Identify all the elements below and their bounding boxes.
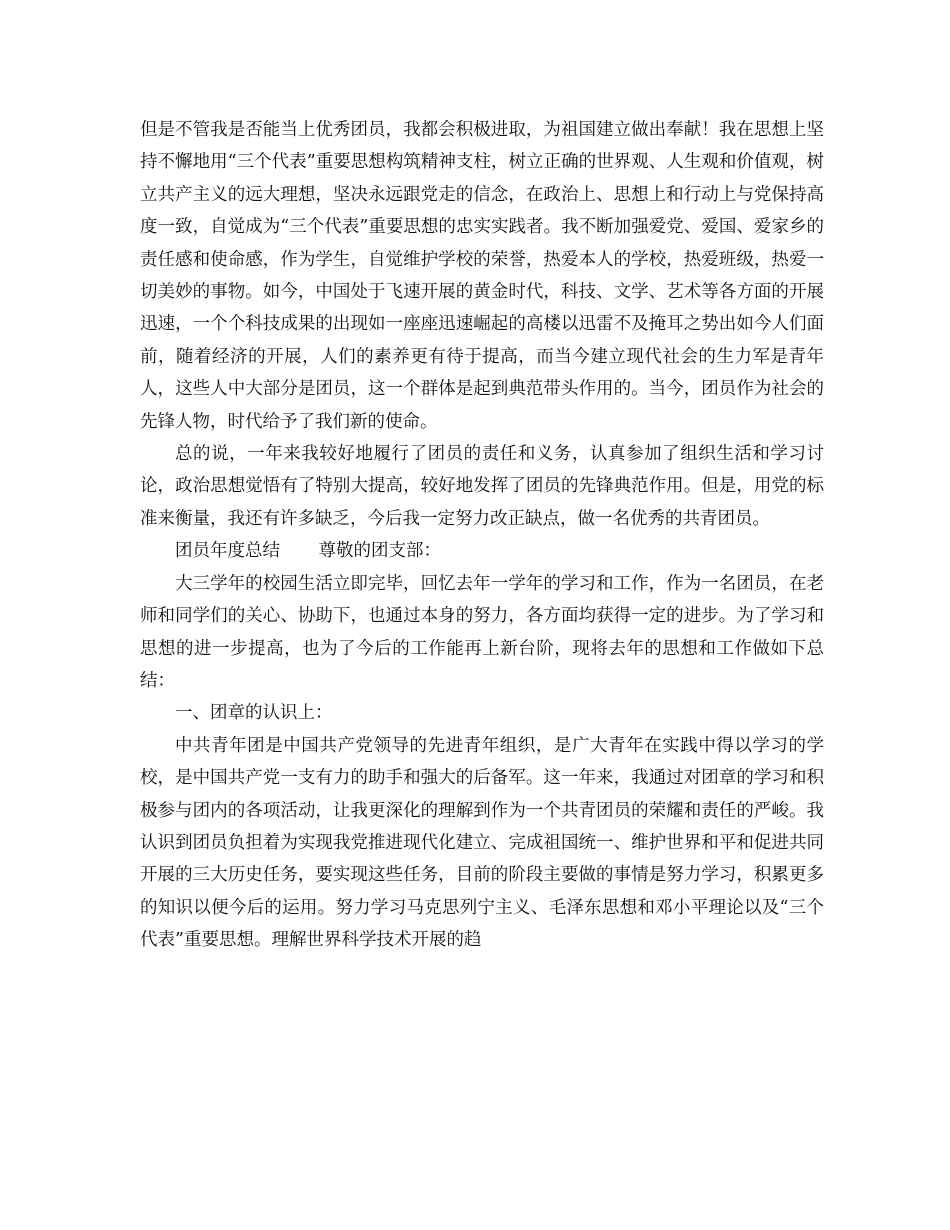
document-page — [140, 114, 824, 957]
section-heading-line — [140, 535, 824, 567]
heading-salutation: 尊敬的团支部： — [318, 541, 441, 562]
heading-title: 团员年度总结 — [175, 541, 280, 562]
paragraph-5: 一、团章的认识上： — [175, 703, 333, 724]
paragraph-1: 但是不管我是否能当上优秀团员，我都会积极进取，为祖国建立做出奉献！我在思想上坚持不懈地用“三个代表”重要思想构筑精神支柱，树立正确的世界观、人生观和价值观，树立共产主义的远大理想，坚决永远跟党走的信念，在政治上、思想上和行动上与党保持高度一致，自觉成为“三个代表”重要思想的忠实实践者。我不断加强爱党、爱国、爱家乡的责任感和使命感，作为学生，自觉维护学校的荣誉，热爱本人的学校，热爱班级，热爱一切美妙的事物。如今，中国处于飞速开展的黄金时代，科技、文学、艺术等各方面的开展迅速，一个个科技成果的出现如一座座迅速崛起的高楼以迅雷不及掩耳之势出如今人们面前，随着经济的开展，人们的素养更有待于提高，而当今建立现代社会的生力军是青年人，这些人中大部分是团员，这一个群体是起到典范带头作用的。当今，团员作为社会的先锋人物，时代给予了我们新的使命。 — [140, 120, 824, 432]
paragraph-6: 中共青年团是中国共产党领导的先进青年组织，是广大青年在实践中得以学习的学校，是中国共产党一支有力的助手和强大的后备军。这一年来，我通过对团章的学习和积极参与团内的各项活动，让我更深化的理解到作为一个共青团员的荣耀和责任的严峻。我认识到团员负担着为实现我党推进现代化建立、完成祖国统一、维护世界和平和促进共同开展的三大历史任务，要实现这些任务，目前的阶段主要做的事情是努力学习，积累更多的知识以便今后的运用。努力学习马克思列宁主义、毛泽东思想和邓小平理论以及“三个代表”重要思想。理解世界科学技术开展的趋 — [140, 735, 824, 951]
paragraph-4: 大三学年的校园生活立即完毕，回忆去年一学年的学习和工作，作为一名团员，在老师和同学们的关心、协助下，也通过本身的努力，各方面均获得一定的进步。为了学习和思想的进一步提高，也为了今后的工作能再上新台阶，现将去年的思想和工作做如下总结： — [140, 573, 824, 691]
paragraph-2: 总的说，一年来我较好地履行了团员的责任和义务，认真参加了组织生活和学习讨论，政治思想觉悟有了特别大提高，较好地发挥了团员的先锋典范作用。但是，用党的标准来衡量，我还有许多缺乏，今后我一定努力改正缺点，做一名优秀的共青团员。 — [140, 444, 824, 529]
